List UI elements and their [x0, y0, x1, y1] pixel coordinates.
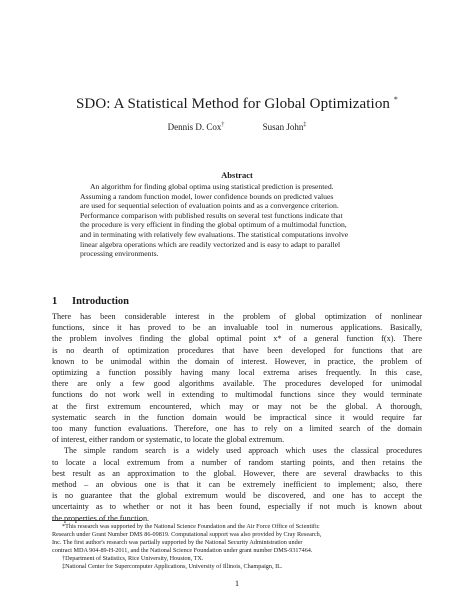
author-1-name: Dennis D. Cox [167, 122, 222, 132]
footnote-rule [52, 520, 142, 521]
body-line: the problem involves finding the global optimal point x* of a general function f(x). There [52, 334, 422, 344]
abstract-line: Assuming a random function model, lower confidence bounds on predicted values [80, 191, 334, 201]
body-line: at the first extremum encountered, which may or may not be the global. A thorough, [52, 401, 422, 411]
body-line: functions, since it has proved to be an invaluable tool in numerous applications. Basically, [52, 323, 422, 333]
author-2 [263, 122, 307, 132]
section-number: 1 [52, 296, 58, 307]
author-1 [168, 122, 225, 132]
footnote-line: Research under Grant Number DMS 86-09819. Computational support was also provided by Cray Research, [52, 531, 322, 539]
footnote-line: †Department of Statistics, Rice University, Houston, TX. [62, 555, 204, 563]
abstract-body [80, 182, 394, 259]
abstract-line: processing environments. [80, 249, 159, 259]
abstract-heading: Abstract [221, 170, 253, 180]
body-line: is no guarantee that the global extremum would be discovered, and one has to accept the [52, 491, 422, 501]
body-line: method – an obvious one is that it can be extremely inefficient to implement; also, there [52, 480, 422, 490]
page-number: 1 [234, 578, 240, 588]
body-line: functions do not work well in extending to multimodal functions since they would terminate [52, 390, 422, 400]
body-line: There has been considerable interest in the problem of global optimization of nonlinear [52, 312, 422, 321]
body-line: optimizing a function possibly having many local extrema arises frequently. In this case, [52, 368, 422, 378]
body-line: of interest, either random or systematic, to locate the global extremum. [52, 435, 285, 445]
footnote-line: *This research was supported by the National Science Foundation and the Air Force Office of Scientific [62, 523, 320, 530]
abstract-line: the procedure is very efficient in finding the global optimum of a multimodal function, [80, 220, 347, 230]
author-2-name: Susan John [262, 122, 304, 132]
body-line: The simple random search is a widely used approach which uses the classical procedures [64, 446, 422, 456]
paper-title-text: SDO: A Statistical Method for Global Optimization [75, 96, 391, 112]
section-heading [52, 296, 129, 307]
author-list [0, 122, 474, 132]
section-body [52, 311, 422, 524]
abstract-line: and in terminating with relatively few evaluations. The statistical computations involve [80, 229, 349, 239]
footnotes [52, 523, 422, 572]
body-line: uncertainty as to whether or not it has been found, especially if not much is known about [52, 502, 422, 512]
footnote-line: Inc. The first author's research was partially supported by the National Security Administration under [52, 539, 303, 547]
paper-title [40, 95, 434, 113]
body-line: the properties of the function. [52, 513, 150, 523]
section-title: Introduction [72, 296, 129, 307]
author-1-mark: † [221, 122, 225, 128]
abstract-line: An algorithm for finding global optima using statistical prediction is presented. [90, 182, 334, 191]
body-line: to locate a local extremum from a number of random starting points, and then retains the [52, 457, 422, 467]
footnote-line: ‡National Center for Supercomputer Applications, University of Illinois, Champaign, IL. [62, 563, 283, 571]
body-line: too many function evaluations. Therefore, one has to rely on a limited search of the domain [52, 424, 422, 434]
abstract-line: Performance comparison with published results on several test functions indicate that [80, 210, 343, 220]
body-line: is no dearth of optimization procedures that have been developed for functions that are [52, 345, 422, 355]
body-line: best result as an approximation to the global. However, there are several drawbacks to this [52, 468, 422, 478]
author-2-mark: ‡ [303, 122, 307, 128]
abstract-line: linear algebra operations which are readily vectorized and is easy to adapt to parallel [80, 239, 341, 249]
body-line: systematic search in the function domain would be impractical since it would require far [52, 412, 422, 422]
body-line: there are only a few good algorithms available. The procedures developed for unimodal [52, 379, 422, 389]
abstract-line: are used for sequential selection of evaluation points and as a convergence criterion. [80, 201, 339, 211]
body-line: known to be unimodal within the domain of interest. However, in practice, the problem of [52, 356, 422, 366]
title-footnote-mark: * [393, 95, 398, 104]
footnote-line: contract MDA 904-89-H-2011, and the National Science Foundation under grant number DMS-9317464. [52, 547, 313, 555]
